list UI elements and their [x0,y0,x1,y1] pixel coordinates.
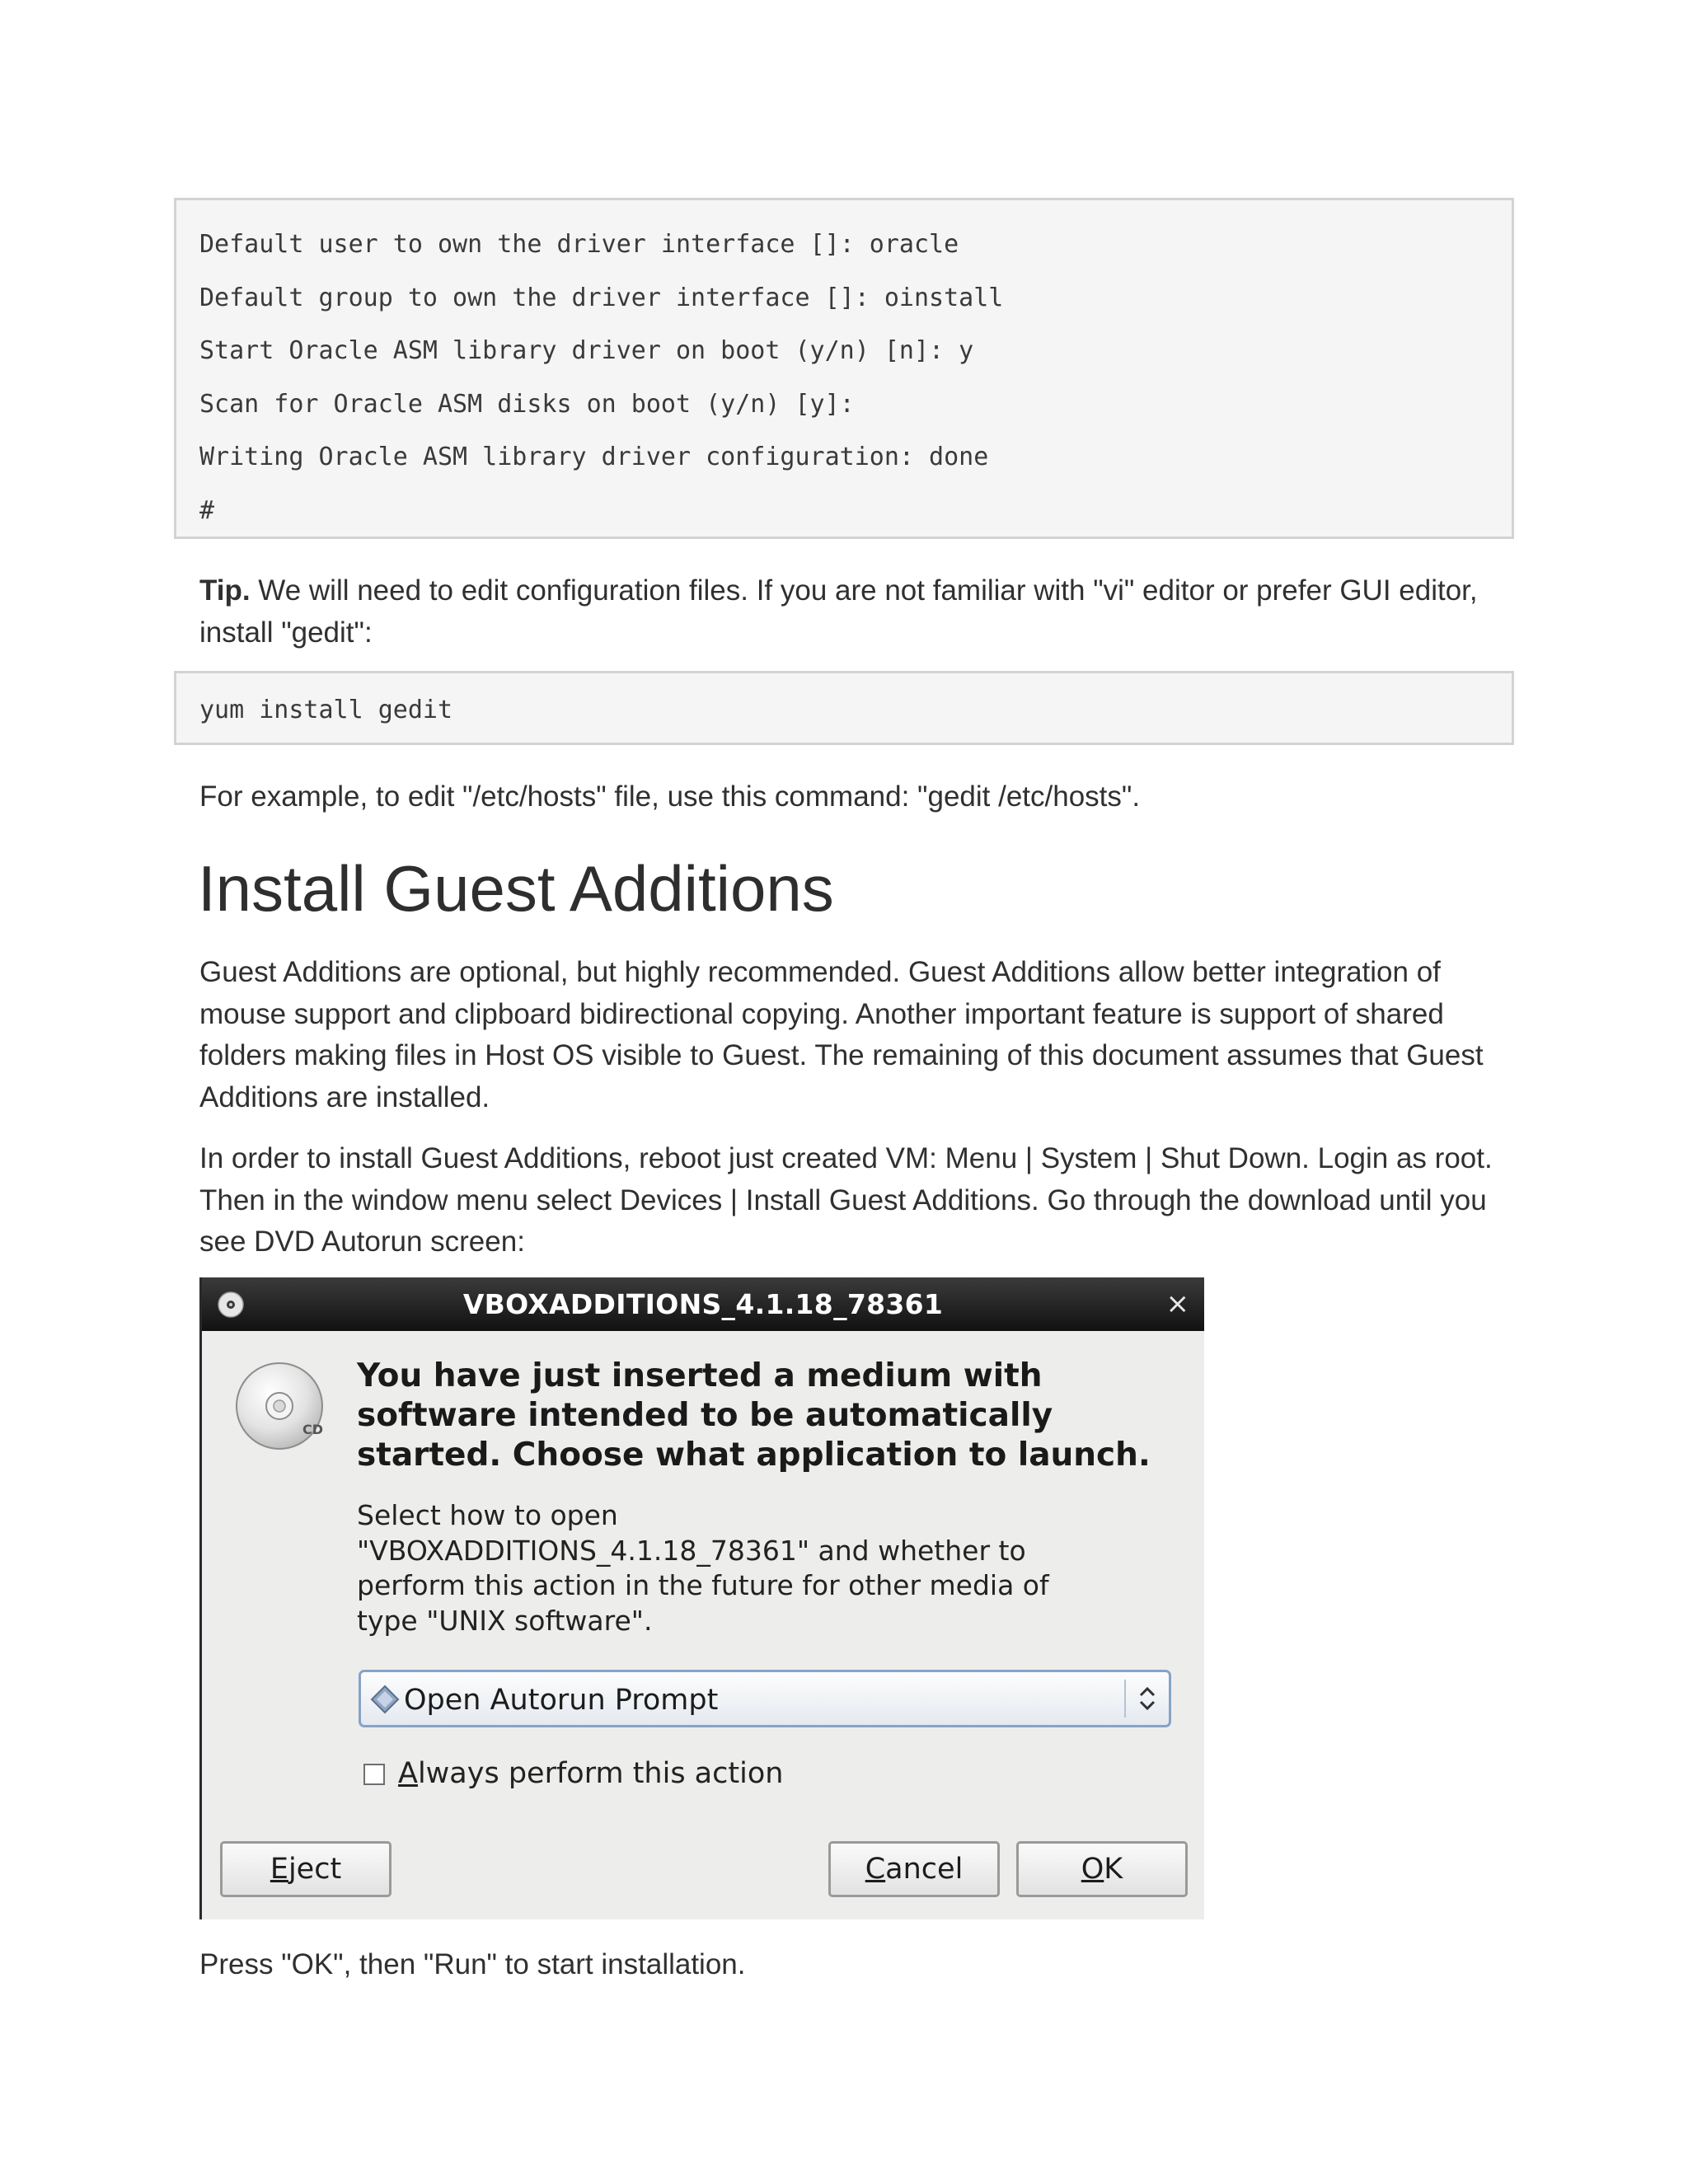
code-line: Default group to own the driver interface []: oinstall [199,283,1004,312]
code-line: Start Oracle ASM library driver on boot (y/n) [n]: y [199,336,974,365]
press-ok-paragraph: Press "OK", then "Run" to start installation. [199,1948,746,1980]
up-down-arrows-icon [1136,1682,1159,1715]
section-heading: Install Guest Additions [198,852,834,925]
code-block-gedit [174,671,1514,745]
guest-additions-steps-paragraph: In order to install Guest Additions, reboot just created VM: Menu | System | Shut Down. Login as root. Then in the window menu select Devices | Install Guest Additions. Go through the download until you see DVD Autorun screen: [199,1142,1493,1258]
code-line: Default user to own the driver interface []: oracle [199,230,959,259]
tip-text: We will need to edit configuration files. If you are not familiar with "vi" editor or prefer GUI editor, install "gedit": [199,574,1478,649]
mnemonic-letter: O [1081,1853,1104,1886]
guest-additions-intro-paragraph: Guest Additions are optional, but highly recommended. Guest Additions allow better integration of mouse support and clipboard bidirectional copying. Another important feature is support of shared folders making files in Host OS visible to Guest. The remaining of this document assumes that Guest Additions are installed. [199,956,1484,1113]
close-icon[interactable]: × [1165,1287,1189,1320]
eject-button[interactable] [220,1841,392,1897]
dialog-heading: You have just inserted a medium with software intended to be automatically started. Choose what application to launch. [357,1357,1151,1474]
button-label-rest: ject [288,1853,342,1886]
select-value: Open Autorun Prompt [404,1684,719,1717]
application-select[interactable] [359,1670,1171,1727]
select-divider [1124,1680,1126,1718]
mnemonic-letter: C [865,1853,886,1886]
autorun-diamond-icon [369,1684,401,1715]
autorun-dialog-screenshot [199,1277,1204,1919]
example-paragraph: For example, to edit "/etc/hosts" file, use this command: "gedit /etc/hosts". [199,780,1141,813]
dialog-body-text: Select how to open "VBOXADDITIONS_4.1.18_78361" and whether to perform this action in the future for other media of type "UNIX software". [357,1499,1049,1637]
cancel-button[interactable] [828,1841,1000,1897]
dialog-title: VBOXADDITIONS_4.1.18_78361 [462,1288,944,1320]
always-perform-label[interactable] [398,1757,783,1790]
cd-icon-label: CD [302,1422,324,1437]
code-line: yum install gedit [199,696,453,724]
mnemonic-letter: E [270,1853,288,1886]
button-label-rest: ancel [885,1853,964,1886]
mnemonic-letter: A [398,1757,418,1790]
tip-paragraph [199,570,1518,654]
label-rest: lways perform this action [417,1757,784,1790]
button-label-rest: K [1104,1853,1123,1886]
tip-label: Tip. [199,574,251,607]
code-block-atm-config [174,198,1514,539]
code-line: # [199,495,215,525]
ok-button[interactable] [1016,1841,1188,1897]
always-perform-checkbox[interactable] [363,1764,385,1785]
code-line: Writing Oracle ASM library driver configuration: done [199,443,989,471]
dialog-titlebar[interactable] [202,1277,1204,1331]
cd-icon [233,1360,331,1457]
code-line: Scan for Oracle ASM disks on boot (y/n) [y]: [199,389,855,419]
